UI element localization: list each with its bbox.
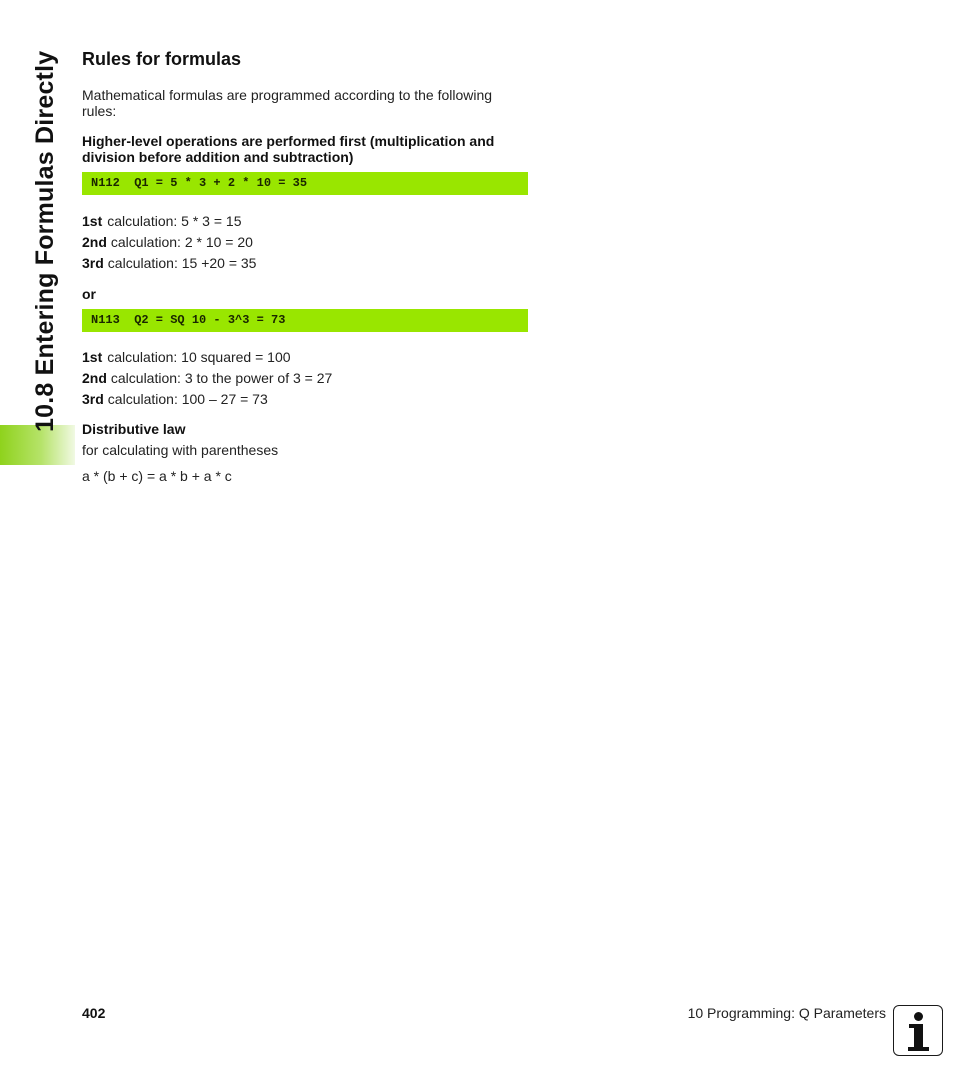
calc-ordinal: 1st — [82, 349, 103, 365]
calc-text: calculation: 5 * 3 = 15 — [107, 213, 242, 229]
intro-paragraph: Mathematical formulas are programmed according to the following rules: — [82, 87, 493, 119]
calc-step-3 — [82, 391, 268, 407]
rule-precedence-title: Higher-level operations are performed first (multiplication and division before addition and subtraction) — [82, 133, 495, 165]
calc-ordinal: 3rd — [82, 255, 104, 271]
code-block-n113: N113 Q2 = SQ 10 - 3^3 = 73 — [82, 309, 528, 332]
calc-text: calculation: 2 * 10 = 20 — [110, 234, 253, 250]
page-number: 402 — [82, 1005, 106, 1021]
rule-distributive-title: Distributive law — [82, 421, 186, 437]
info-icon — [893, 1005, 943, 1056]
calc-ordinal: 1st — [82, 213, 103, 229]
rule-distributive-desc: for calculating with parentheses — [82, 442, 279, 458]
calc-ordinal: 2nd — [82, 370, 107, 386]
rule-distributive-formula: a * (b + c) = a * b + a * c — [82, 468, 232, 484]
calc-text: calculation: 15 +20 = 35 — [107, 255, 257, 271]
code-block-n112: N112 Q1 = 5 * 3 + 2 * 10 = 35 — [82, 172, 528, 195]
chapter-section-title: 10.8 Entering Formulas Directly — [31, 50, 59, 432]
info-icon-base — [908, 1047, 929, 1051]
calc-step-1 — [82, 213, 242, 229]
info-icon-stem — [914, 1024, 923, 1048]
calc-step-2 — [82, 370, 332, 386]
chapter-title: 10 Programming: Q Parameters — [687, 1005, 886, 1021]
calc-ordinal: 2nd — [82, 234, 107, 250]
or-label: or — [82, 286, 96, 302]
info-icon-dot — [914, 1012, 923, 1021]
calc-text: calculation: 100 – 27 = 73 — [107, 391, 268, 407]
calc-text: calculation: 10 squared = 100 — [107, 349, 291, 365]
section-heading: Rules for formulas — [82, 49, 242, 69]
calc-step-1 — [82, 349, 291, 365]
calc-text: calculation: 3 to the power of 3 = 27 — [110, 370, 333, 386]
calc-ordinal: 3rd — [82, 391, 104, 407]
calc-step-2 — [82, 234, 253, 250]
calc-step-3 — [82, 255, 256, 271]
